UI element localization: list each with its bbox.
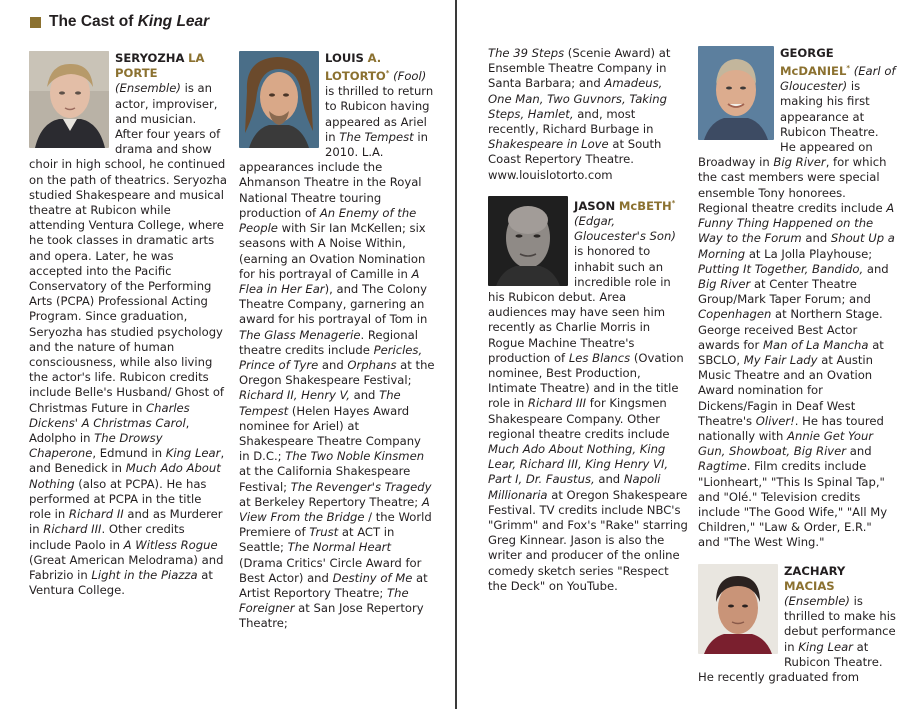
bio-spacer <box>488 183 688 196</box>
website-link[interactable]: www.louislotorto.com <box>488 167 613 182</box>
headshot-seryozha-la-porte <box>29 51 109 148</box>
page-title: The Cast of King Lear <box>49 13 210 30</box>
bio-zachary-macias: ZACHARY MACIAS (Ensemble) is thrilled to make his debut performance in King Lear at Rubicon Theatre. He recently graduated from <box>698 563 896 684</box>
page-gutter <box>455 0 457 709</box>
headshot-louis-lotorto <box>239 51 319 148</box>
bio-jason-mcbeth: JASON McBETH* (Edgar, Gloucester's Son) is honored to inhabit such an incredible role in his Rubicon debut. Area audiences may have seen him recently as Charlie Morris in Rogue Machine Theatre's production of Les Blancs (Ovation nominee, Best Production, Intimate Theatre) and in the title role in Richard III for Kingsmen Shakespeare Company. Other regional theatre credits include Much Ado About Nothing, King Lear, Richard III, King Henry VI, Part I, Dr. Faustus, and Napoli Millionaria at Oregon Shakespeare Festival. TV credits include NBC's "Grimm" and Fox's "Rake" starring Greg Kinnear. Jason is also the writer and producer of the online comedy sketch series "Respect the Deck" on YouTube. <box>488 196 688 594</box>
bio-louis-lotorto-continued: The 39 Steps (Scenie Award) at Ensemble Theatre Company in Santa Barbara; and Amadeus, One Man, Two Guvnors, Taking Steps, Hamlet, and, most recently, Richard Burbage in Shakespeare in Love at South Coast Repertory Theatre. www.louislotorto.com <box>488 46 671 182</box>
bio-seryozha-la-porte: SERYOZHA LA PORTE (Ensemble) is an actor, improviser, and musician. After four years of drama and show choir in high school, he continued on the path of theatrics. Seryozha studied Shakespeare and musical theatre at Rubicon while attending Ventura College, where he took classes in dramatic arts and opera. Later, he was accepted into the Pacific Conservatory of the Performing Arts (PCPA) Professional Acting Program. Since graduation, Seryozha has studied psychology and the nature of human consciousness, while also living the actor's life. Rubicon credits include Belle's Husband/ Ghost of Christmas Future in Charles Dickens' A Christmas Carol, Adolpho in The Drowsy Chaperone, Edmund in King Lear, and Benedick in Much Ado About Nothing (also at PCPA). He has performed at PCPA in the title role in Richard II and as Murderer in Richard III. Other credits include Paolo in A Witless Rogue (Great American Melodrama) and Fabrizio in Light in the Piazza at Ventura College. <box>29 51 227 598</box>
column-4 <box>698 46 896 685</box>
section-header <box>30 13 209 31</box>
title-square-icon <box>30 17 41 28</box>
headshot-george-mcdaniel <box>698 46 774 140</box>
headshot-zachary-macias <box>698 564 778 654</box>
bio-spacer <box>698 551 896 564</box>
column-1 <box>29 51 227 598</box>
bio-louis-lotorto: LOUIS A. LOTORTO* (Fool) is thrilled to return to Rubicon having appeared as Ariel in The Tempest in 2010. L.A. appearances include the Ahmanson Theatre in the Royal National Theatre touring production of An Enemy of the People with Sir Ian McKellen; six seasons with A Noise Within, (earning an Ovation Nomination for his portrayal of Camille in A Flea in Her Ear), and The Colony Theatre Company, garnering an award for his portrayal of Tom in The Glass Menagerie. Regional theatre credits include Pericles, Prince of Tyre and Orphans at the Oregon Shakespeare Festival; Richard II, Henry V, and The Tempest (Helen Hayes Award nominee for Ariel) at Shakespeare Theatre Company in D.C.; The Two Noble Kinsmen at the California Shakespeare Festival; The Revenger's Tragedy at Berkeley Repertory Theatre; A View From the Bridge / the World Premiere of Trust at ACT in Seattle; The Normal Heart (Drama Critics' Circle Award for Best Actor) and Destiny of Me at Artist Reportory Theatre; The Foreigner at San Jose Repertory Theatre; <box>239 51 435 631</box>
column-3 <box>488 46 688 594</box>
bio-george-mcdaniel: GEORGE McDANIEL* (Earl of Gloucester) is making his first appearance at Rubicon Theatre. He appeared on Broadway in Big River, for which the cast members were special ensemble Tony honorees. Regional theatre credits include A Funny Thing Happened on the Way to the Forum and Shout Up a Morning at La Jolla Playhouse; Putting It Together, Bandido, and Big River at Center Theatre Group/Mark Taper Forum; and Copenhagen at Northern Stage. George received Best Actor awards for Man of La Mancha at SBCLO, My Fair Lady at Austin Music Theatre and an Ovation Award nomination for Dickens/Fagin in Deaf West Theatre's Oliver!. He has toured nationally with Annie Get Your Gun, Showboat, Big River and Ragtime. Film credits include "Lionheart," "This Is Spinal Tap," and "Olé." Television credits include "The Good Wife," "All My Children," "Law & Order, E.R." and "The West Wing." <box>698 46 896 550</box>
headshot-jason-mcbeth <box>488 196 568 286</box>
right-page <box>458 0 920 709</box>
left-page <box>0 0 456 709</box>
column-2 <box>239 51 435 632</box>
